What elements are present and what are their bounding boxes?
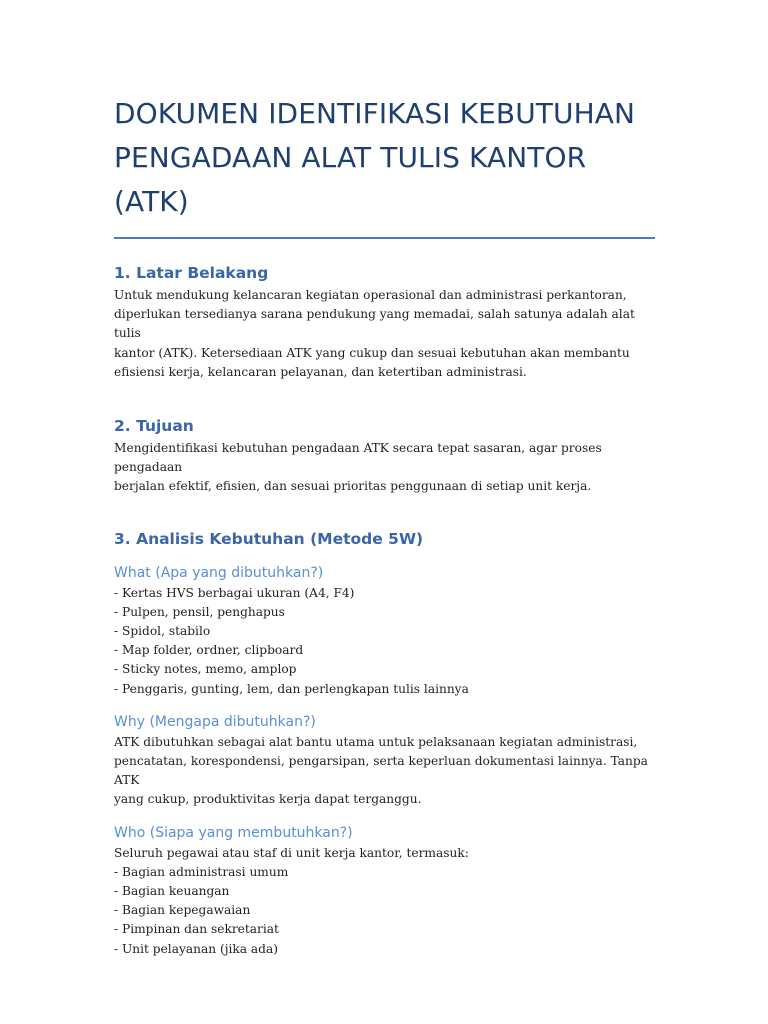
paragraph-line: diperlukan tersedianya sarana pendukung yang memadai, salah satunya adalah alat tulis xyxy=(114,307,635,341)
what-list xyxy=(114,584,656,699)
paragraph-line: Mengidentifikasi kebutuhan pengadaan ATK secara tepat sasaran, agar proses pengadaan xyxy=(114,441,602,475)
who-list xyxy=(114,863,656,959)
list-item: - Bagian administrasi umum xyxy=(114,864,289,879)
subheading-what: What (Apa yang dibutuhkan?) xyxy=(114,564,324,581)
subheading-who: Who (Siapa yang membutuhkan?) xyxy=(114,824,353,841)
list-item: - Bagian kepegawaian xyxy=(114,903,251,918)
list-item: - Pimpinan dan sekretariat xyxy=(114,922,279,937)
section-body-latar-belakang xyxy=(114,286,656,382)
document-title-line-1: DOKUMEN IDENTIFIKASI KEBUTUHAN xyxy=(114,97,636,130)
list-item: - Map folder, ordner, clipboard xyxy=(114,643,304,658)
list-item: - Penggaris, gunting, lem, dan perlengkapan tulis lainnya xyxy=(114,681,469,696)
document-page xyxy=(114,92,656,959)
paragraph-line: ATK dibutuhkan sebagai alat bantu utama untuk pelaksanaan kegiatan administrasi, xyxy=(114,734,638,749)
paragraph-line: yang cukup, produktivitas kerja dapat terganggu. xyxy=(114,792,422,807)
list-item: - Pulpen, pensil, penghapus xyxy=(114,604,285,619)
list-item: - Kertas HVS berbagai ukuran (A4, F4) xyxy=(114,585,355,600)
section-heading-latar-belakang: 1. Latar Belakang xyxy=(114,264,269,282)
paragraph-line: berjalan efektif, efisien, dan sesuai prioritas penggunaan di setiap unit kerja. xyxy=(114,479,592,494)
who-paragraph xyxy=(114,844,656,959)
list-item: - Unit pelayanan (jika ada) xyxy=(114,941,278,956)
document-title-line-2: PENGADAAN ALAT TULIS KANTOR (ATK) xyxy=(114,141,587,218)
title-divider xyxy=(114,237,655,239)
why-paragraph xyxy=(114,733,656,810)
paragraph-line: efisiensi kerja, kelancaran pelayanan, dan ketertiban administrasi. xyxy=(114,364,527,379)
list-item: - Sticky notes, memo, amplop xyxy=(114,662,297,677)
section-body-tujuan xyxy=(114,439,656,497)
paragraph-line: Untuk mendukung kelancaran kegiatan operasional dan administrasi perkantoran, xyxy=(114,288,627,302)
list-item: - Bagian keuangan xyxy=(114,884,230,899)
paragraph-line: kantor (ATK). Ketersediaan ATK yang cukup dan sesuai kebutuhan akan membantu xyxy=(114,345,630,360)
subheading-why: Why (Mengapa dibutuhkan?) xyxy=(114,713,316,730)
section-heading-tujuan: 2. Tujuan xyxy=(114,417,194,436)
list-item: - Spidol, stabilo xyxy=(114,624,211,639)
document-title xyxy=(114,92,656,224)
section-heading-analisis-kebutuhan: 3. Analisis Kebutuhan (Metode 5W) xyxy=(114,529,424,548)
paragraph-line: Seluruh pegawai atau staf di unit kerja kantor, termasuk: xyxy=(114,845,469,860)
paragraph-line: pencatatan, korespondensi, pengarsipan, serta keperluan dokumentasi lainnya. Tanpa ATK xyxy=(114,754,648,788)
